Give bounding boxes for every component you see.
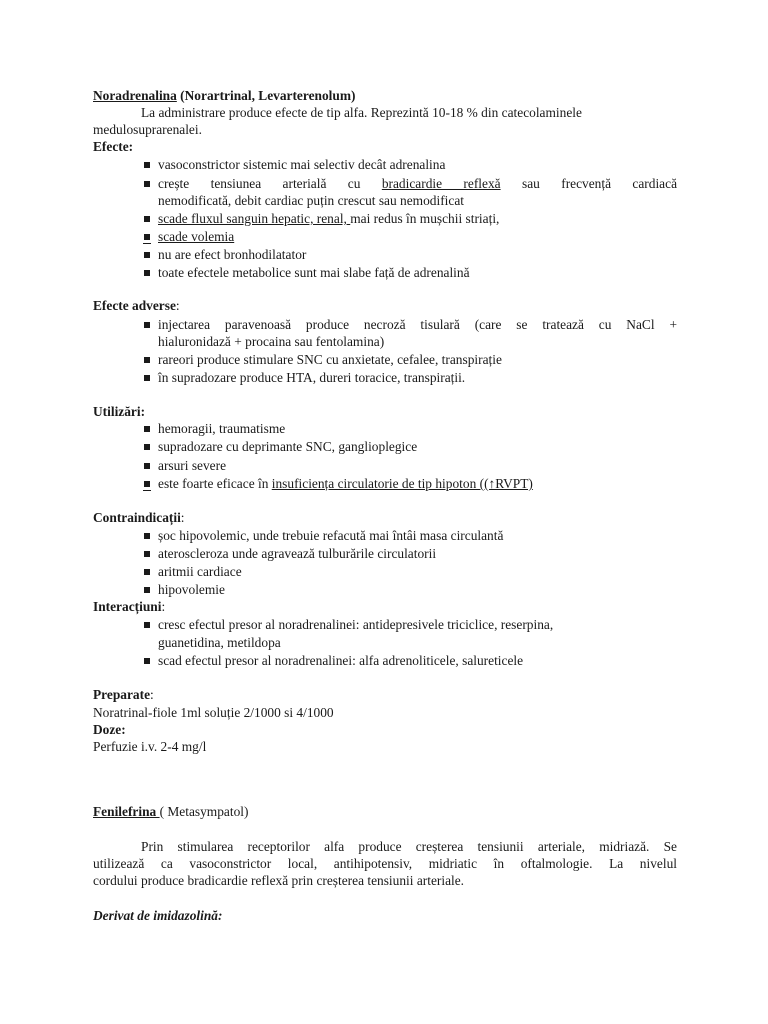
bullet-icon: [144, 587, 150, 593]
bullet-icon: [144, 551, 150, 557]
section-title-noradrenalina: Noradrenalina (Norartrinal, Levarterenolum): [93, 88, 356, 103]
list-item: injectarea paravenoasă produce necroză tisulară (care se tratează cu NaCl +: [158, 317, 677, 332]
list-item-continuation: hialuronidază + procaina sau fentolamina): [158, 334, 385, 349]
heading-interactiuni: Interacțiuni:: [93, 599, 166, 614]
bullet-icon: [144, 463, 150, 469]
bullet-icon: [144, 375, 150, 381]
list-item: rareori produce stimulare SNC cu anxietate, cefalee, transpirație: [158, 352, 502, 367]
list-item: toate efectele metabolice sunt mai slabe față de adrenalină: [158, 265, 470, 280]
bullet-icon: [144, 162, 150, 168]
bullet-icon: [144, 658, 150, 664]
list-item: scad efectul presor al noradrenalinei: alfa adrenoliticele, salureticele: [158, 653, 524, 668]
heading-preparate: Preparate:: [93, 687, 154, 702]
preparate-text: Noratrinal-fiole 1ml soluție 2/1000 si 4/1000: [93, 705, 334, 720]
list-item: aritmii cardiace: [158, 564, 242, 579]
list-item: șoc hipovolemic, unde trebuie refacută mai întâi masa circulantă: [158, 528, 504, 543]
heading-efecte: Efecte:: [93, 139, 134, 154]
list-item: în supradozare produce HTA, dureri toracice, transpirații.: [158, 370, 466, 385]
bullet-icon: [144, 216, 150, 222]
list-item-continuation: guanetidina, metildopa: [158, 635, 281, 650]
list-item: vasoconstrictor sistemic mai selectiv decât adrenalina: [158, 157, 446, 172]
list-item: supradozare cu deprimante SNC, ganglioplegice: [158, 439, 418, 454]
paragraph-line: cordului produce bradicardie reflexă prin creșterea tensiunii arteriale.: [93, 873, 465, 888]
heading-utilizari: Utilizări:: [93, 404, 146, 419]
bullet-icon: [144, 270, 150, 276]
list-item: arsuri severe: [158, 458, 227, 473]
list-item: este foarte eficace în insuficiența circulatorie de tip hipoton ((↑RVPT): [158, 476, 533, 491]
bullet-icon: [144, 322, 150, 328]
bullet-icon: [144, 234, 150, 240]
list-item: crește tensiunea arterială cu bradicardie reflexă sau frecvență cardiacă: [158, 176, 678, 191]
list-item: ateroscleroza unde agravează tulburările circulatorii: [158, 546, 437, 561]
list-item: scade fluxul sanguin hepatic, renal, mai redus în mușchii striați,: [158, 211, 500, 226]
heading-derivat-imidazolina: Derivat de imidazolină:: [93, 908, 223, 923]
bullet-icon: [144, 533, 150, 539]
list-item: cresc efectul presor al noradrenalinei: antidepresivele triciclice, reserpina,: [158, 617, 554, 632]
section-title-fenilefrina: Fenilefrina ( Metasympatol): [93, 804, 249, 819]
bullet-icon: [144, 444, 150, 450]
bullet-icon: [144, 481, 150, 487]
list-item: scade volemia: [158, 229, 235, 244]
heading-contraindicatii: Contraindicații:: [93, 510, 185, 525]
bullet-icon: [144, 569, 150, 575]
bullet-icon: [144, 357, 150, 363]
intro-line: medulosuprarenalei.: [93, 122, 202, 137]
bullet-icon: [144, 426, 150, 432]
paragraph-line: utilizează ca vasoconstrictor local, antihipotensiv, midriatic în oftalmologie. La nivelul: [93, 856, 677, 871]
list-item: nu are efect bronhodilatator: [158, 247, 307, 262]
intro-line: La administrare produce efecte de tip alfa. Reprezintă 10-18 % din catecolaminele: [141, 105, 582, 120]
list-item: hipovolemie: [158, 582, 225, 597]
doze-text: Perfuzie i.v. 2-4 mg/l: [93, 739, 207, 754]
bullet-icon: [144, 622, 150, 628]
heading-doze: Doze:: [93, 722, 126, 737]
bullet-icon: [144, 181, 150, 187]
list-item-continuation: nemodificată, debit cardiac puțin crescut sau nemodificat: [158, 193, 464, 208]
list-item: hemoragii, traumatisme: [158, 421, 286, 436]
bullet-icon: [144, 252, 150, 258]
paragraph-line: Prin stimularea receptorilor alfa produce creșterea tensiunii arteriale, midriază. Se: [141, 839, 677, 854]
heading-efecte-adverse: Efecte adverse:: [93, 298, 180, 313]
